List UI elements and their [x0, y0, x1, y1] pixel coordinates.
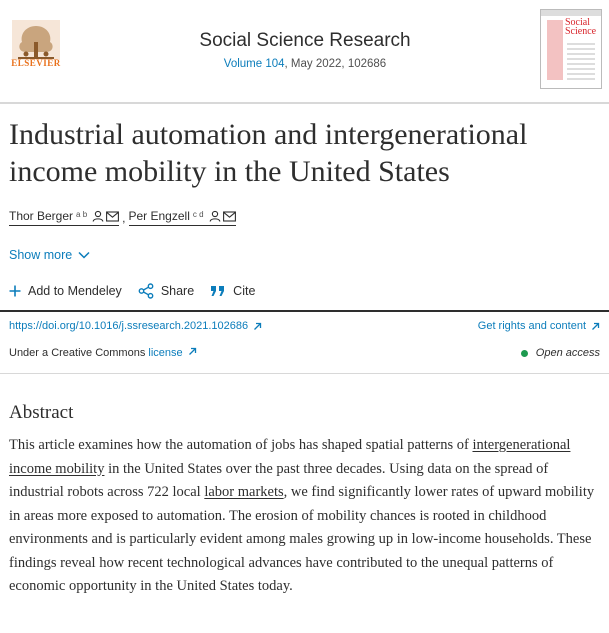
actions-divider: [0, 310, 609, 312]
quote-icon: [210, 285, 226, 297]
chevron-down-icon: [78, 251, 90, 259]
topic-link-labor-markets[interactable]: labor markets: [204, 484, 284, 500]
topic-link-intergenerational-mobility[interactable]: intergenerational income mobility: [9, 437, 571, 477]
abstract-text-3: , we find significantly lower rates of upward mobility in areas more exposed to automation. The erosion of mobility chances is rooted in childhood environments and is particularly evident among males growing up in low-income households. These findings reveal how recent technological advances have contributed to the unequal patterns of economic opportunity in the United States today.: [9, 484, 595, 594]
article-title: Industrial automation and intergenerational income mobility in the United States: [9, 118, 528, 188]
author-affiliations: c d: [192, 209, 204, 219]
share-icon: [138, 283, 154, 299]
envelope-icon: [223, 211, 236, 222]
license-statement: [9, 347, 197, 359]
abstract-text-1: This article examines how the automation of jobs has shaped spatial patterns of: [9, 437, 473, 453]
author-name: Thor Berger: [9, 209, 74, 223]
envelope-icon: [106, 211, 119, 222]
license-link[interactable]: [148, 347, 196, 359]
person-icon: [92, 210, 104, 222]
publisher-name: ELSEVIER: [11, 58, 61, 68]
open-access-badge: [521, 347, 600, 359]
external-arrow-icon: [591, 322, 600, 331]
show-more-button[interactable]: [9, 248, 90, 262]
author-per-engzell[interactable]: [129, 209, 236, 226]
open-access-label: Open access: [535, 347, 600, 359]
abstract-heading: Abstract: [9, 402, 74, 423]
open-access-dot: [521, 350, 528, 357]
meta-divider: [0, 373, 609, 374]
share-label: Share: [160, 284, 195, 298]
cite-label: Cite: [233, 284, 256, 298]
abstract-body: [9, 434, 604, 599]
abstract-text-2: in the United States over the past three decades. Using data on the spread of industrial robots across 722 local: [9, 460, 549, 500]
cover-journal-title: Social Science: [565, 17, 597, 37]
author-separator: ,: [122, 210, 126, 225]
show-more-label: Show more: [9, 248, 73, 262]
share-button[interactable]: [138, 283, 194, 299]
cover-top-strip: [541, 10, 601, 16]
author-list: [9, 209, 236, 226]
author-name: Per Engzell: [128, 209, 190, 223]
article-actions: [9, 283, 271, 299]
add-to-mendeley-button[interactable]: [9, 283, 122, 299]
cover-lines: [541, 40, 595, 80]
mendeley-label: Add to Mendeley: [28, 284, 122, 298]
plus-icon: [9, 285, 21, 297]
external-arrow-icon: [253, 322, 262, 331]
external-arrow-icon: [188, 347, 197, 356]
issue-details: , May 2022, 102686: [284, 58, 387, 70]
journal-title-link[interactable]: Social Science Research: [199, 30, 411, 51]
doi-text: https://doi.org/10.1016/j.ssresearch.2021.102686: [9, 320, 249, 332]
license-prefix: Under a Creative Commons: [9, 347, 149, 359]
journal-issue-info: [150, 58, 460, 70]
author-affiliations: a b: [76, 209, 88, 219]
header-divider: [0, 102, 609, 104]
license-link-text: license: [148, 347, 183, 359]
person-icon: [209, 210, 221, 222]
doi-link[interactable]: [9, 320, 262, 332]
journal-cover-thumbnail[interactable]: [540, 9, 602, 89]
volume-link[interactable]: Volume 104: [223, 58, 285, 70]
cite-button[interactable]: [210, 283, 255, 299]
author-thor-berger[interactable]: [9, 209, 119, 226]
rights-text: Get rights and content: [477, 320, 586, 332]
rights-and-content-link[interactable]: [478, 320, 600, 332]
